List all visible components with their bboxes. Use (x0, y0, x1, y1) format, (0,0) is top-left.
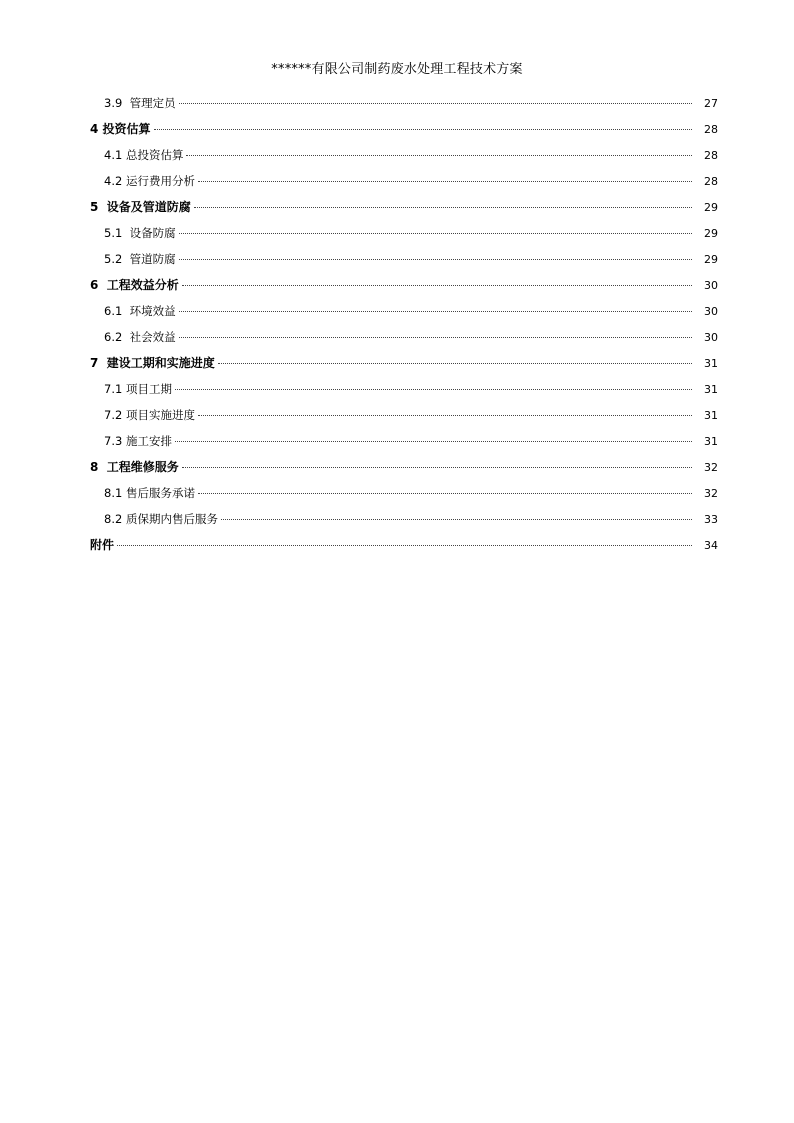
toc-leader-dots (182, 467, 692, 468)
toc-entry-title: 7.2 项目实施进度 (104, 408, 195, 422)
toc-entry[interactable] (90, 172, 718, 198)
toc-entry-title: 4.2 运行费用分析 (104, 174, 195, 188)
table-of-contents (90, 94, 718, 562)
toc-entry[interactable] (90, 380, 718, 406)
toc-entry-page-number: 28 (704, 123, 718, 136)
toc-leader-dots (198, 415, 692, 416)
toc-entry-title: 4.1 总投资估算 (104, 148, 184, 162)
toc-entry[interactable] (90, 224, 718, 250)
toc-entry-title: 8.1 售后服务承诺 (104, 486, 195, 500)
toc-entry-title: 8 工程维修服务 (90, 460, 179, 474)
toc-entry-title: 8.2 质保期内售后服务 (104, 512, 218, 526)
toc-entry-page-number: 29 (704, 201, 718, 214)
toc-leader-dots (175, 389, 692, 390)
toc-entry-title: 7 建设工期和实施进度 (90, 356, 215, 370)
toc-entry[interactable] (90, 276, 718, 302)
toc-entry[interactable] (90, 250, 718, 276)
toc-leader-dots (198, 493, 692, 494)
toc-entry-page-number: 27 (704, 97, 718, 110)
toc-leader-dots (175, 441, 692, 442)
toc-entry-title: 5.2 管道防腐 (104, 252, 176, 266)
toc-entry-page-number: 31 (704, 435, 718, 448)
toc-leader-dots (154, 129, 692, 130)
toc-entry-title: 4 投资估算 (90, 122, 151, 136)
toc-entry-title: 5.1 设备防腐 (104, 226, 176, 240)
toc-entry-page-number: 32 (704, 487, 718, 500)
toc-leader-dots (221, 519, 692, 520)
toc-entry[interactable] (90, 328, 718, 354)
toc-entry[interactable] (90, 458, 718, 484)
toc-leader-dots (179, 233, 692, 234)
toc-entry-title: 7.3 施工安排 (104, 434, 172, 448)
toc-entry-title: 3.9 管理定员 (104, 96, 176, 110)
toc-leader-dots (117, 545, 692, 546)
toc-leader-dots (179, 337, 692, 338)
toc-leader-dots (179, 311, 692, 312)
toc-entry-page-number: 31 (704, 383, 718, 396)
toc-entry-page-number: 29 (704, 227, 718, 240)
toc-entry[interactable] (90, 94, 718, 120)
toc-leader-dots (182, 285, 692, 286)
toc-entry[interactable] (90, 146, 718, 172)
toc-entry-page-number: 28 (704, 149, 718, 162)
toc-entry-title: 6.1 环境效益 (104, 304, 176, 318)
toc-entry[interactable] (90, 120, 718, 146)
toc-entry-title: 7.1 项目工期 (104, 382, 172, 396)
toc-entry-title: 附件 (90, 538, 115, 552)
toc-entry[interactable] (90, 406, 718, 432)
toc-entry-title: 6.2 社会效益 (104, 330, 176, 344)
toc-entry-page-number: 30 (704, 279, 718, 292)
toc-entry-page-number: 28 (704, 175, 718, 188)
toc-entry-title: 6 工程效益分析 (90, 278, 179, 292)
toc-entry-page-number: 30 (704, 331, 718, 344)
toc-entry-page-number: 30 (704, 305, 718, 318)
toc-leader-dots (198, 181, 692, 182)
toc-leader-dots (179, 259, 692, 260)
toc-entry[interactable] (90, 484, 718, 510)
toc-entry-page-number: 29 (704, 253, 718, 266)
toc-entry[interactable] (90, 354, 718, 380)
toc-entry-page-number: 31 (704, 409, 718, 422)
toc-entry-page-number: 32 (704, 461, 718, 474)
toc-entry[interactable] (90, 198, 718, 224)
toc-entry-page-number: 33 (704, 513, 718, 526)
toc-leader-dots (179, 103, 692, 104)
toc-leader-dots (194, 207, 692, 208)
toc-entry-page-number: 31 (704, 357, 718, 370)
toc-entry-page-number: 34 (704, 539, 718, 552)
toc-entry[interactable] (90, 536, 718, 562)
toc-leader-dots (186, 155, 692, 156)
toc-entry[interactable] (90, 510, 718, 536)
page-header-title: ******有限公司制药废水处理工程技术方案 (271, 62, 523, 77)
toc-entry[interactable] (90, 432, 718, 458)
toc-entry[interactable] (90, 302, 718, 328)
toc-entry-title: 5 设备及管道防腐 (90, 200, 191, 214)
toc-leader-dots (218, 363, 692, 364)
